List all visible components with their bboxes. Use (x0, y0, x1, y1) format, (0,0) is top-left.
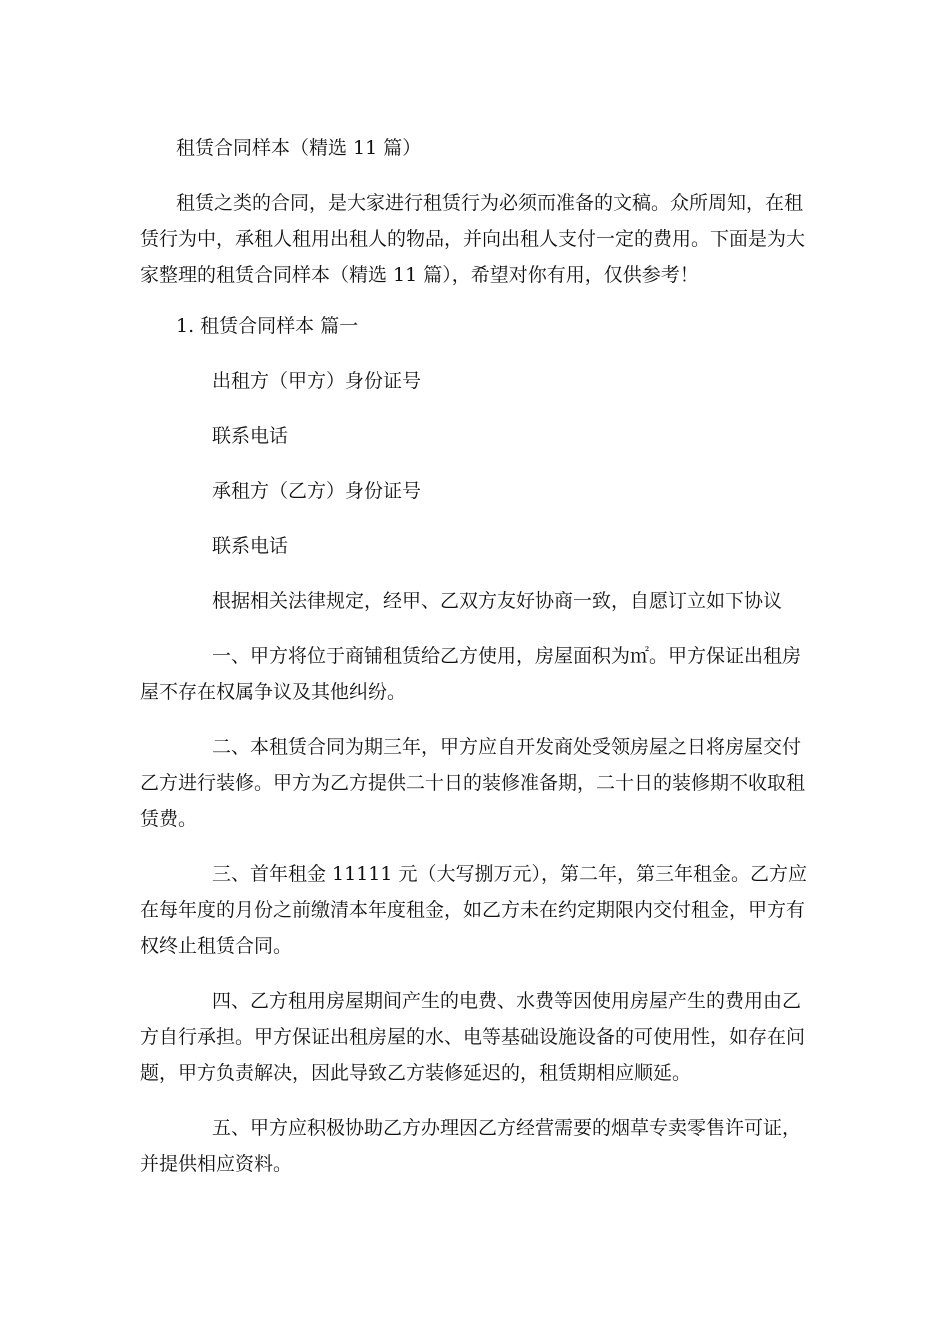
clause-line: 权终止租赁合同。 (140, 935, 293, 957)
clause-line: 在每年度的月份之前缴清本年度租金，如乙方未在约定期限内交付租金，甲方有 (140, 899, 806, 921)
clause-line: 四、乙方租用房屋期间产生的电费、水费等因使用房屋产生的费用由乙 (212, 990, 802, 1012)
clause-line: 赁费。 (140, 808, 198, 830)
lessor-phone-field: 联系电话 (212, 425, 289, 447)
lessee-phone-field: 联系电话 (212, 535, 289, 557)
agreement-intro: 根据相关法律规定，经甲、乙双方友好协商一致，自愿订立如下协议 (212, 590, 783, 612)
intro-line: 赁行为中，承租人租用出租人的物品，并向出租人支付一定的费用。下面是为大 (140, 228, 806, 250)
lessor-field: 出租方（甲方）身份证号 (212, 370, 422, 392)
lessee-field: 承租方（乙方）身份证号 (212, 480, 422, 502)
section-heading: 1. 租赁合同样本 篇一 (176, 315, 359, 337)
clause-line: 五、甲方应积极协助乙方办理因乙方经营需要的烟草专卖零售许可证， (212, 1117, 802, 1139)
document-title: 租赁合同样本（精选 11 篇） (176, 137, 422, 159)
clause-line: 二、本租赁合同为期三年，甲方应自开发商处受领房屋之日将房屋交付 (212, 736, 802, 758)
clause-line: 方自行承担。甲方保证出租房屋的水、电等基础设施设备的可使用性，如存在问 (140, 1026, 806, 1048)
clause-line: 并提供相应资料。 (140, 1153, 293, 1175)
clause-line: 一、甲方将位于商铺租赁给乙方使用，房屋面积为㎡。甲方保证出租房 (212, 645, 802, 667)
clause-line: 题，甲方负责解决，因此导致乙方装修延迟的，租赁期相应顺延。 (140, 1062, 692, 1084)
clause-line: 乙方进行装修。甲方为乙方提供二十日的装修准备期，二十日的装修期不收取租 (140, 772, 806, 794)
clause-line: 屋不存在权属争议及其他纠纷。 (140, 681, 407, 703)
intro-line: 家整理的租赁合同样本（精选 11 篇），希望对你有用，仅供参考！ (140, 264, 699, 286)
clause-line: 三、首年租金 11111 元（大写捌万元），第二年，第三年租金。乙方应 (212, 863, 808, 885)
intro-line: 租赁之类的合同，是大家进行租赁行为必须而准备的文稿。众所周知，在租 (176, 192, 804, 214)
